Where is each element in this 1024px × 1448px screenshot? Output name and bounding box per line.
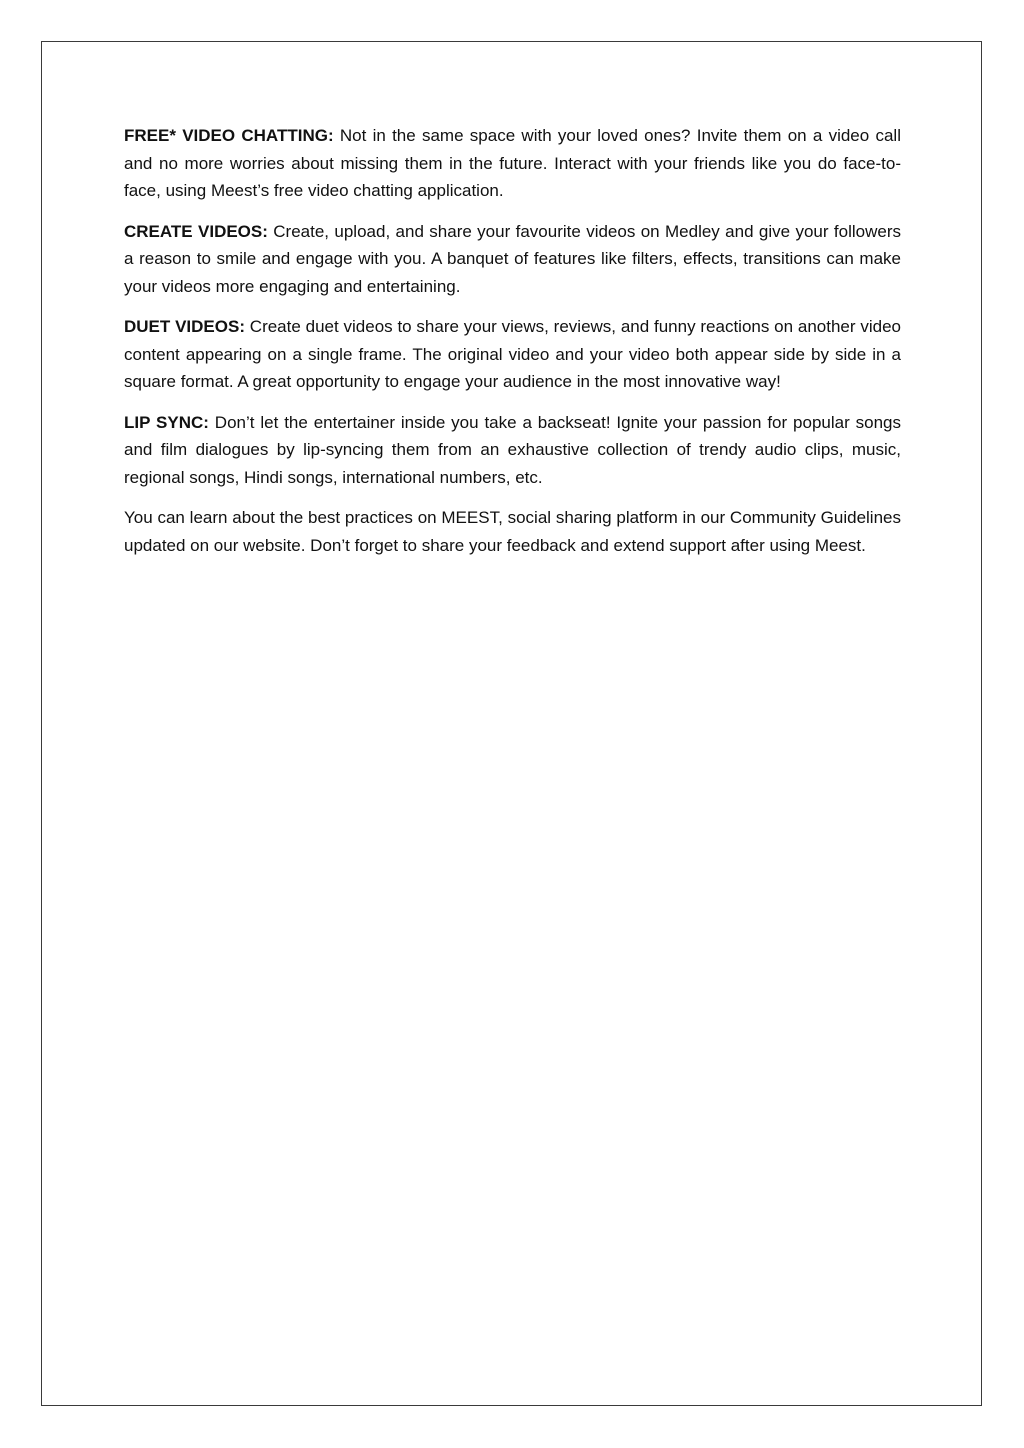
paragraph-text: Don’t let the entertainer inside you take a backseat! Ignite your passion for popular songs and film dialogues by lip-syncing them from an exhaustive collection of trendy audio clips, music, regional songs, Hindi songs, international numbers, etc. xyxy=(124,412,901,487)
paragraph-video-chatting xyxy=(124,122,901,205)
paragraph-label: LIP SYNC: xyxy=(124,412,209,432)
paragraph-label: DUET VIDEOS: xyxy=(124,317,245,336)
paragraph-text: Create, upload, and share your favourite videos on Medley and give your followers a reason to smile and engage with you. A banquet of features like filters, effects, transitions can make your videos more engaging and entertaining. xyxy=(124,221,901,296)
paragraph-label: FREE* VIDEO CHATTING: xyxy=(124,126,334,145)
paragraph-closing: You can learn about the best practices on MEEST, social sharing platform in our Community Guidelines updated on our website. Don’t forget to share your feedback and extend support after using Meest. xyxy=(124,508,901,555)
paragraph-label: CREATE VIDEOS: xyxy=(124,221,268,241)
paragraph-text: Not in the same space with your loved ones? Invite them on a video call and no more worries about missing them in the future. Interact with your friends like you do face-to-face, using Meest’s free video chatting application. xyxy=(124,126,901,200)
paragraph-create-videos xyxy=(124,218,901,301)
paragraph-lip-sync xyxy=(124,409,901,492)
document-body xyxy=(124,122,901,572)
paragraph-text: Create duet videos to share your views, reviews, and funny reactions on another video content appearing on a single frame. The original video and your video both appear side by side in a square format. A great opportunity to engage your audience in the most innovative way! xyxy=(124,317,901,391)
paragraph-duet-videos xyxy=(124,313,901,396)
